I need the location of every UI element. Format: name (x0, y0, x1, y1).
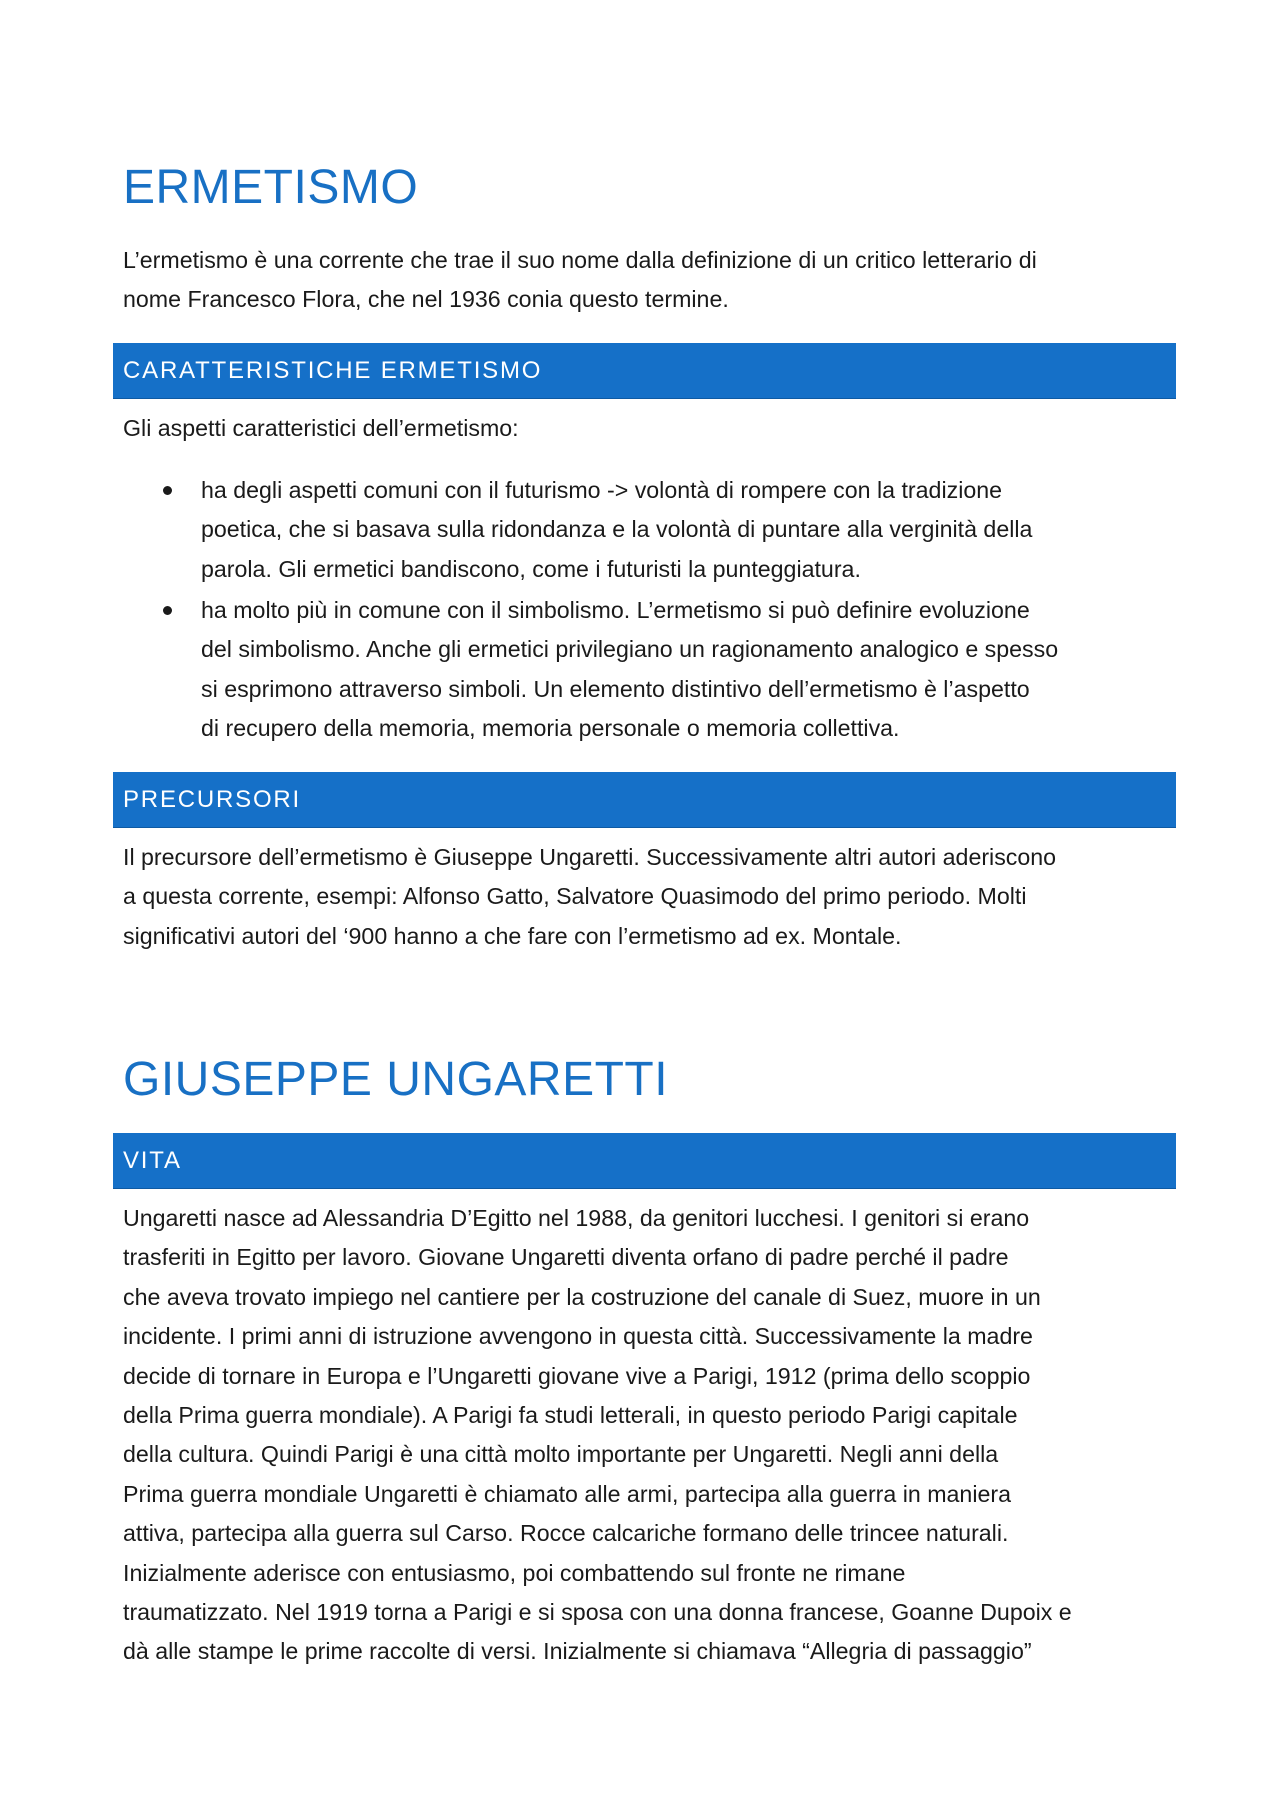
bullet-line: ha molto più in comune con il simbolismo. L’ermetismo si può definire evoluzione (201, 597, 1030, 623)
intro-line: nome Francesco Flora, che nel 1936 conia questo termine. (123, 286, 729, 313)
life-line: Inizialmente aderisce con entusiasmo, poi combattendo sul fronte ne rimane (123, 1559, 906, 1586)
life-line: trasferiti in Egitto per lavoro. Giovane Ungaretti diventa orfano di padre perché il padre (123, 1244, 1009, 1271)
heading-vita: VITA (113, 1133, 1176, 1188)
bullet-line: ha degli aspetti comuni con il futurismo -> volontà di rompere con la tradizione (201, 477, 1003, 503)
life-line: Ungaretti nasce ad Alessandria D’Egitto nel 1988, da genitori lucchesi. I genitori si erano (123, 1205, 1030, 1231)
title-ermetismo: ERMETISMO (123, 161, 419, 214)
characteristics-lead (123, 409, 1183, 448)
life-line: che aveva trovato impiego nel cantiere per la costruzione del canale di Suez, muore in un (123, 1283, 1041, 1310)
precursors-line: Il precursore dell’ermetismo è Giuseppe Ungaretti. Successivamente altri autori aderiscono (123, 844, 1057, 870)
intro-paragraph (123, 241, 1183, 320)
life-line: della cultura. Quindi Parigi è una città molto importante per Ungaretti. Negli anni della (123, 1441, 999, 1468)
bullet-line: del simbolismo. Anche gli ermetici privilegiano un ragionamento analogico e spesso (201, 636, 1059, 663)
title-giuseppe-ungaretti: GIUSEPPE UNGARETTI (123, 1053, 669, 1106)
life-line: della Prima guerra mondiale). A Parigi fa studi letterali, in questo periodo Parigi capitale (123, 1401, 1018, 1428)
bullet-dot-icon (163, 486, 172, 495)
precursors-line: significativi autori del ‘900 hanno a che fare con l’ermetismo ad ex. Montale. (123, 922, 902, 949)
life-line: Prima guerra mondiale Ungaretti è chiamato alle armi, partecipa alla guerra in maniera (123, 1480, 1011, 1507)
life-line: decide di tornare in Europa e l’Ungaretti giovane vive a Parigi, 1912 (prima dello scoppio (123, 1362, 1031, 1389)
bullet-item-futurismo (201, 471, 1191, 589)
precursors-paragraph (123, 838, 1183, 956)
intro-line: L’ermetismo è una corrente che trae il suo nome dalla definizione di un critico letterario di (123, 247, 1037, 273)
bullet-item-simbolismo (201, 591, 1191, 749)
life-line: traumatizzato. Nel 1919 torna a Parigi e si sposa con una donna francese, Goanne Dupoix e (123, 1598, 1072, 1625)
bullet-line: di recupero della memoria, memoria personale o memoria collettiva. (201, 715, 900, 742)
bullet-dot-icon (163, 606, 172, 615)
bullet-line: parola. Gli ermetici bandiscono, come i futuristi la punteggiatura. (201, 555, 861, 582)
lead-line: Gli aspetti caratteristici dell’ermetismo: (123, 415, 519, 441)
bullet-line: si esprimono attraverso simboli. Un elemento distintivo dell’ermetismo è l’aspetto (201, 675, 1030, 702)
precursors-line: a questa corrente, esempi: Alfonso Gatto, Salvatore Quasimodo del primo periodo. Molti (123, 883, 1027, 910)
life-paragraph (123, 1199, 1183, 1672)
life-line: dà alle stampe le prime raccolte di versi. Inizialmente si chiamava “Allegria di passaggio” (123, 1638, 1032, 1665)
life-line: attiva, partecipa alla guerra sul Carso. Rocce calcariche formano delle trincee naturali. (123, 1520, 1009, 1547)
life-line: incidente. I primi anni di istruzione avvengono in questa città. Successivamente la madre (123, 1323, 1033, 1350)
heading-precursori: PRECURSORI (113, 772, 1176, 827)
bullet-line: poetica, che si basava sulla ridondanza e la volontà di puntare alla verginità della (201, 516, 1033, 543)
heading-caratteristiche: CARATTERISTICHE ERMETISMO (113, 343, 1176, 398)
